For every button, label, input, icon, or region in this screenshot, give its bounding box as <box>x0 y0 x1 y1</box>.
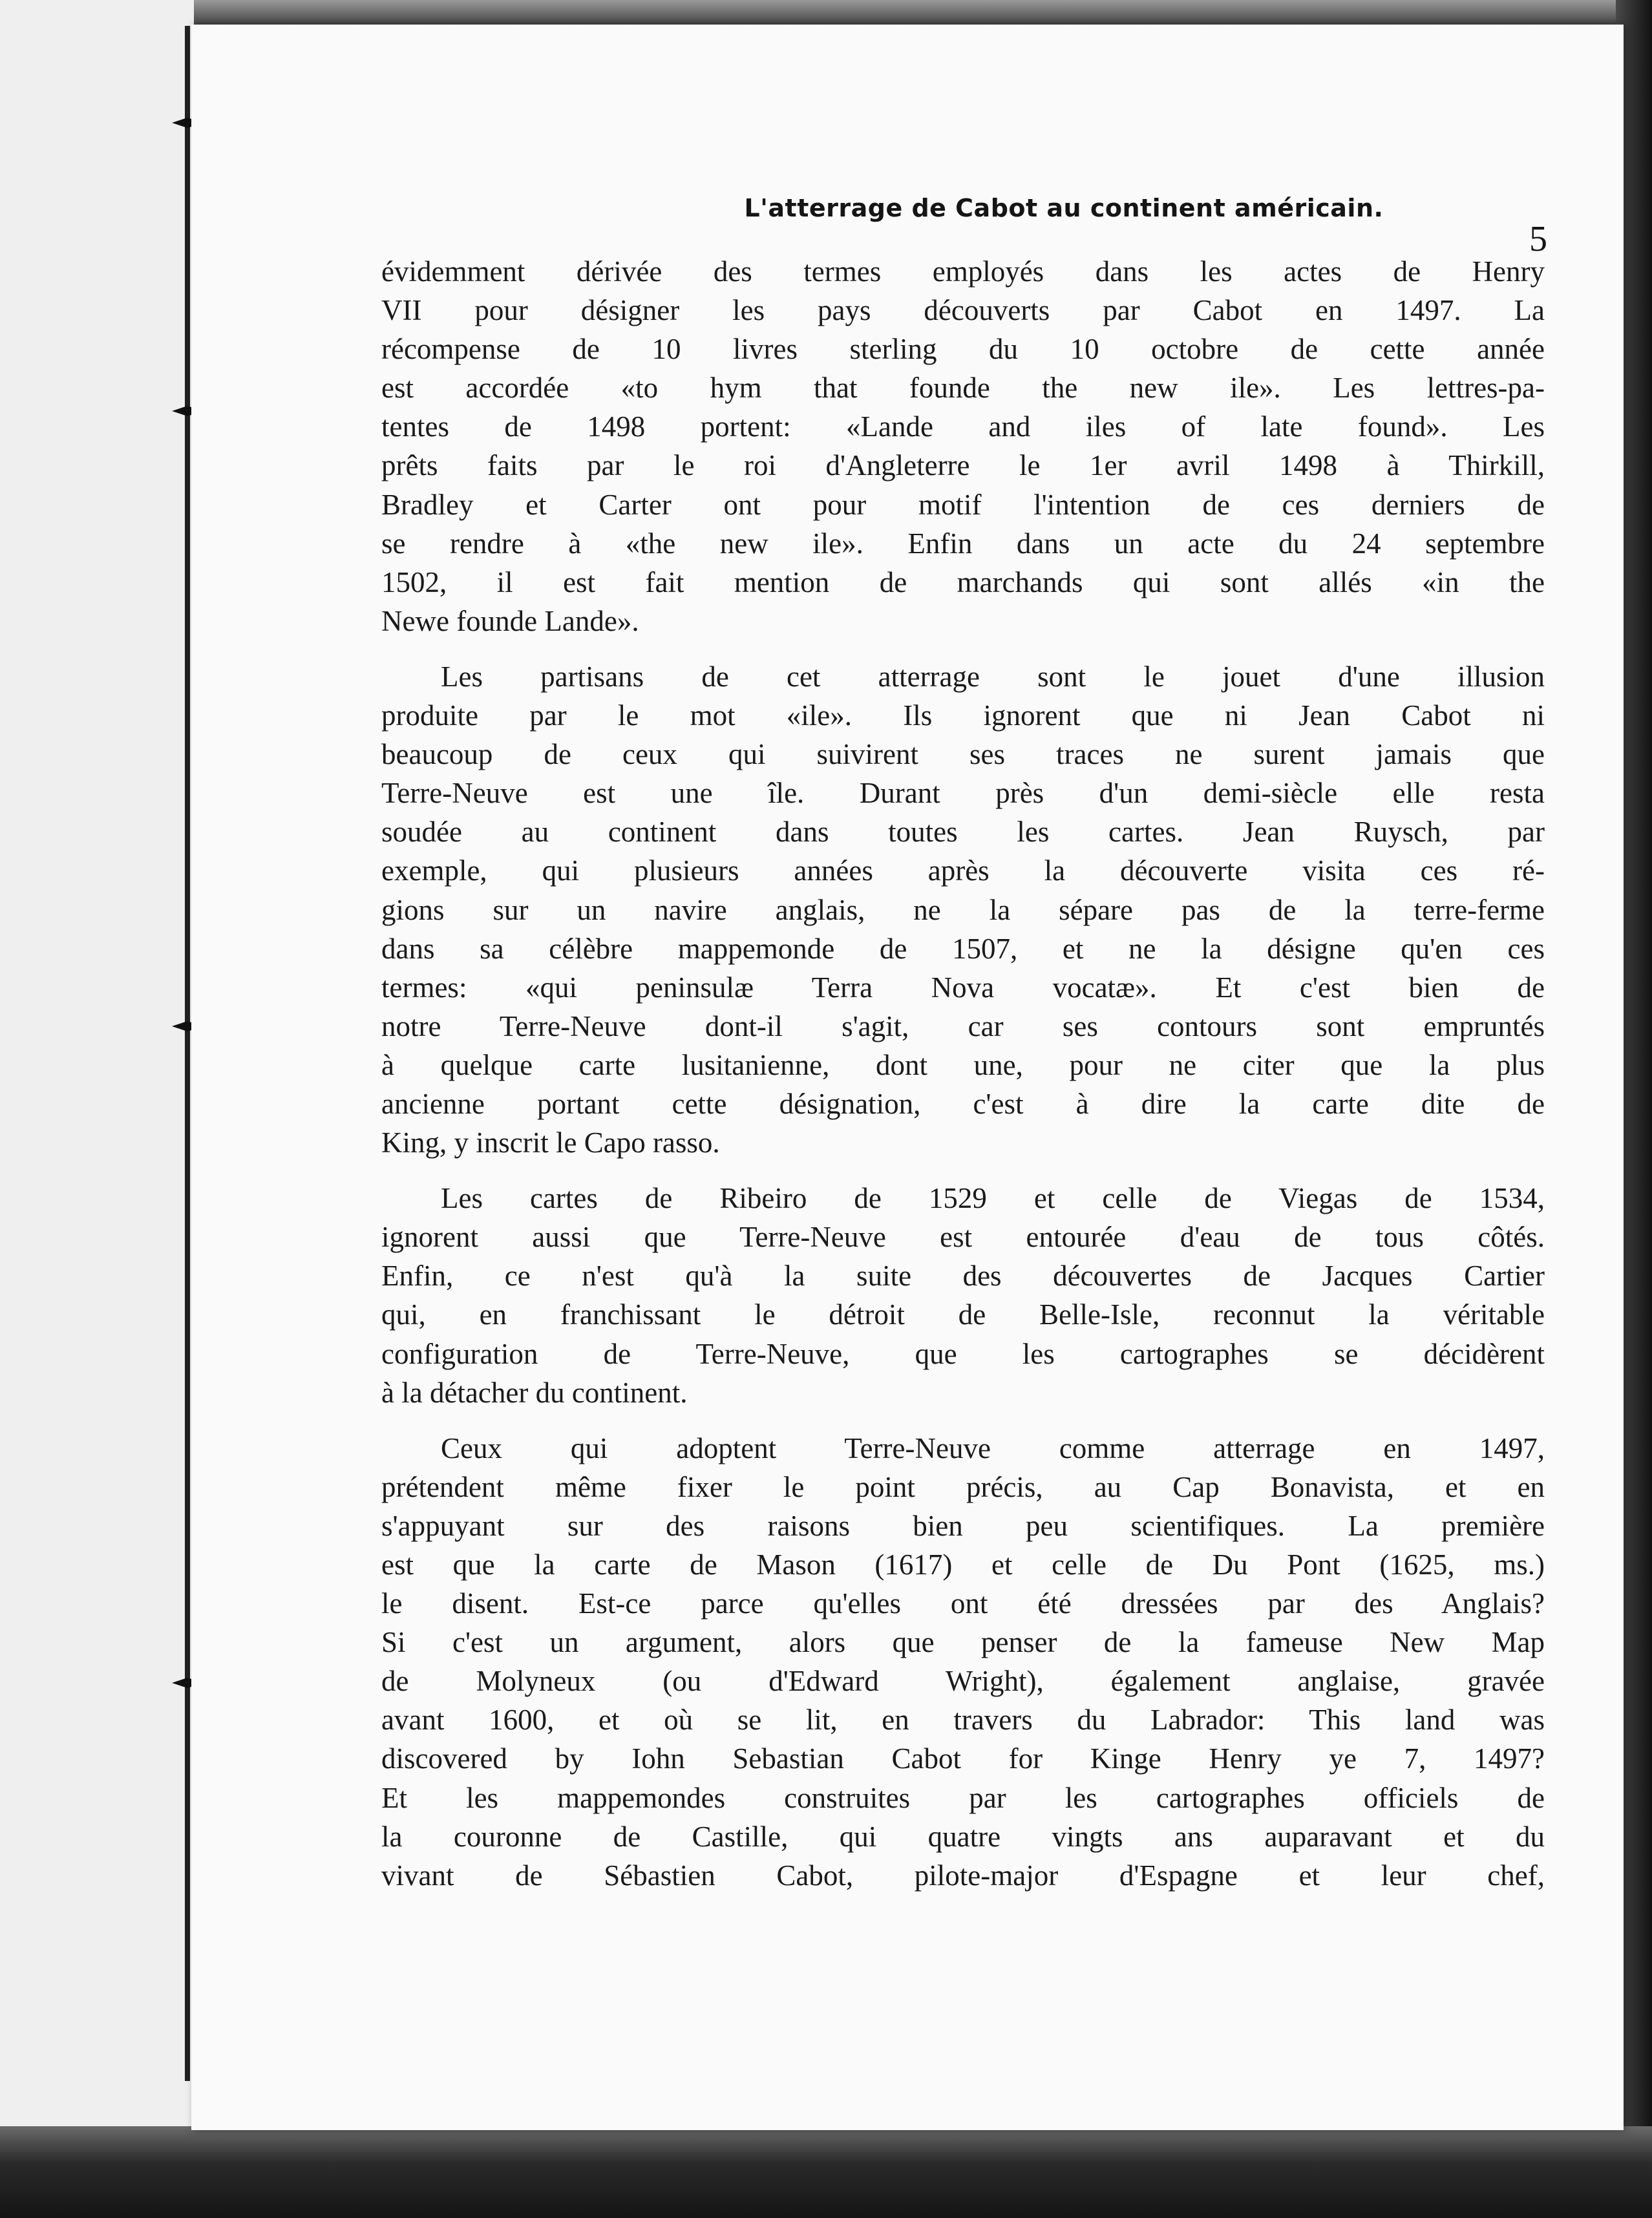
text-line: est accordée «to hym that founde the new ile». Les lettres-pa- <box>381 372 1545 405</box>
text-line: Les cartes de Ribeiro de 1529 et celle de Viegas de 1534, <box>441 1182 1545 1215</box>
text-line: avant 1600, et où se lit, en travers du Labrador: This land was <box>381 1704 1545 1737</box>
paragraph-2 <box>381 657 1545 1162</box>
text-line: à la détacher du continent. <box>381 1376 688 1409</box>
text-line: gions sur un navire anglais, ne la sépare pas de la terre-ferme <box>381 893 1545 926</box>
body-text <box>381 252 1545 1895</box>
text-line: notre Terre-Neuve dont-il s'agit, car ses contours sont empruntés <box>381 1009 1545 1042</box>
facing-page-margin <box>0 0 194 2218</box>
scan-bottom-edge <box>0 2126 1652 2218</box>
text-line: Ceux qui adoptent Terre-Neuve comme atterrage en 1497, <box>441 1431 1545 1464</box>
text-line: de Molyneux (ou d'Edward Wright), également anglaise, gravée <box>381 1665 1545 1698</box>
text-line: Et les mappemondes construites par les cartographes officiels de <box>381 1781 1545 1814</box>
text-line: la couronne de Castille, qui quatre vingts ans auparavant et du <box>381 1820 1545 1853</box>
paragraph-4 <box>381 1429 1545 1895</box>
text-line: ancienne portant cette désignation, c'est à dire la carte dite de <box>381 1087 1545 1120</box>
text-line: dans sa célèbre mappemonde de 1507, et ne la désigne qu'en ces <box>381 932 1545 965</box>
text-line: est que la carte de Mason (1617) et celle de Du Pont (1625, ms.) <box>381 1548 1545 1581</box>
text-line: Si c'est un argument, alors que penser de la fameuse New Map <box>381 1626 1545 1659</box>
paragraph-3 <box>381 1179 1545 1412</box>
paragraph-1 <box>381 252 1545 640</box>
text-line: Terre-Neuve est une île. Durant près d'un demi-siècle elle resta <box>381 777 1545 810</box>
text-line: Bradley et Carter ont pour motif l'intention de ces derniers de <box>381 488 1545 521</box>
text-line: évidemment dérivée des termes employés dans les actes de Henry <box>381 255 1545 288</box>
text-line: Newe founde Lande». <box>381 604 639 637</box>
text-line: beaucoup de ceux qui suivirent ses traces ne surent jamais que <box>381 738 1545 771</box>
text-line: VII pour désigner les pays découverts par Cabot en 1497. La <box>381 294 1545 327</box>
text-line: produite par le mot «ile». Ils ignorent que ni Jean Cabot ni <box>381 699 1545 732</box>
text-line: vivant de Sébastien Cabot, pilote-major d'Espagne et leur chef, <box>381 1859 1545 1892</box>
text-line: configuration de Terre-Neuve, que les cartographes se décidèrent <box>381 1337 1545 1370</box>
text-line: ignorent aussi que Terre-Neuve est entourée d'eau de tous côtés. <box>381 1221 1545 1254</box>
text-line: 1502, il est fait mention de marchands qui sont allés «in the <box>381 565 1545 598</box>
text-line: qui, en franchissant le détroit de Belle-Isle, reconnut la véritable <box>381 1298 1545 1331</box>
text-line: termes: «qui peninsulæ Terra Nova vocatæ». Et c'est bien de <box>381 971 1545 1004</box>
text-line: discovered by Iohn Sebastian Cabot for Kinge Henry ye 7, 1497? <box>381 1742 1545 1775</box>
text-line: s'appuyant sur des raisons bien peu scientifiques. La première <box>381 1509 1545 1542</box>
text-line: soudée au continent dans toutes les cartes. Jean Ruysch, par <box>381 816 1545 849</box>
text-line: prêts faits par le roi d'Angleterre le 1er avril 1498 à Thirkill, <box>381 449 1545 482</box>
text-line: se rendre à «the new ile». Enfin dans un acte du 24 septembre <box>381 527 1545 560</box>
text-line: King, y inscrit le Capo rasso. <box>381 1126 720 1159</box>
text-line: Les partisans de cet atterrage sont le jouet d'une illusion <box>441 660 1545 693</box>
text-line: récompense de 10 livres sterling du 10 octobre de cette année <box>381 333 1545 366</box>
book-page <box>191 25 1624 2130</box>
running-head: L'atterrage de Cabot au continent américain. <box>744 194 1384 222</box>
text-line: prétendent même fixer le point précis, au Cap Bonavista, et en <box>381 1470 1545 1503</box>
text-line: Enfin, ce n'est qu'à la suite des découvertes de Jacques Cartier <box>381 1260 1545 1293</box>
text-line: exemple, qui plusieurs années après la découverte visita ces ré- <box>381 854 1545 887</box>
text-line: tentes de 1498 portent: «Lande and iles of late found». Les <box>381 410 1545 443</box>
binding-gutter-line <box>185 26 190 2081</box>
text-line: à quelque carte lusitanienne, dont une, pour ne citer que la plus <box>381 1048 1545 1081</box>
page-number: 5 <box>1529 219 1547 259</box>
text-line: le disent. Est-ce parce qu'elles ont été dressées par des Anglais? <box>381 1587 1545 1620</box>
